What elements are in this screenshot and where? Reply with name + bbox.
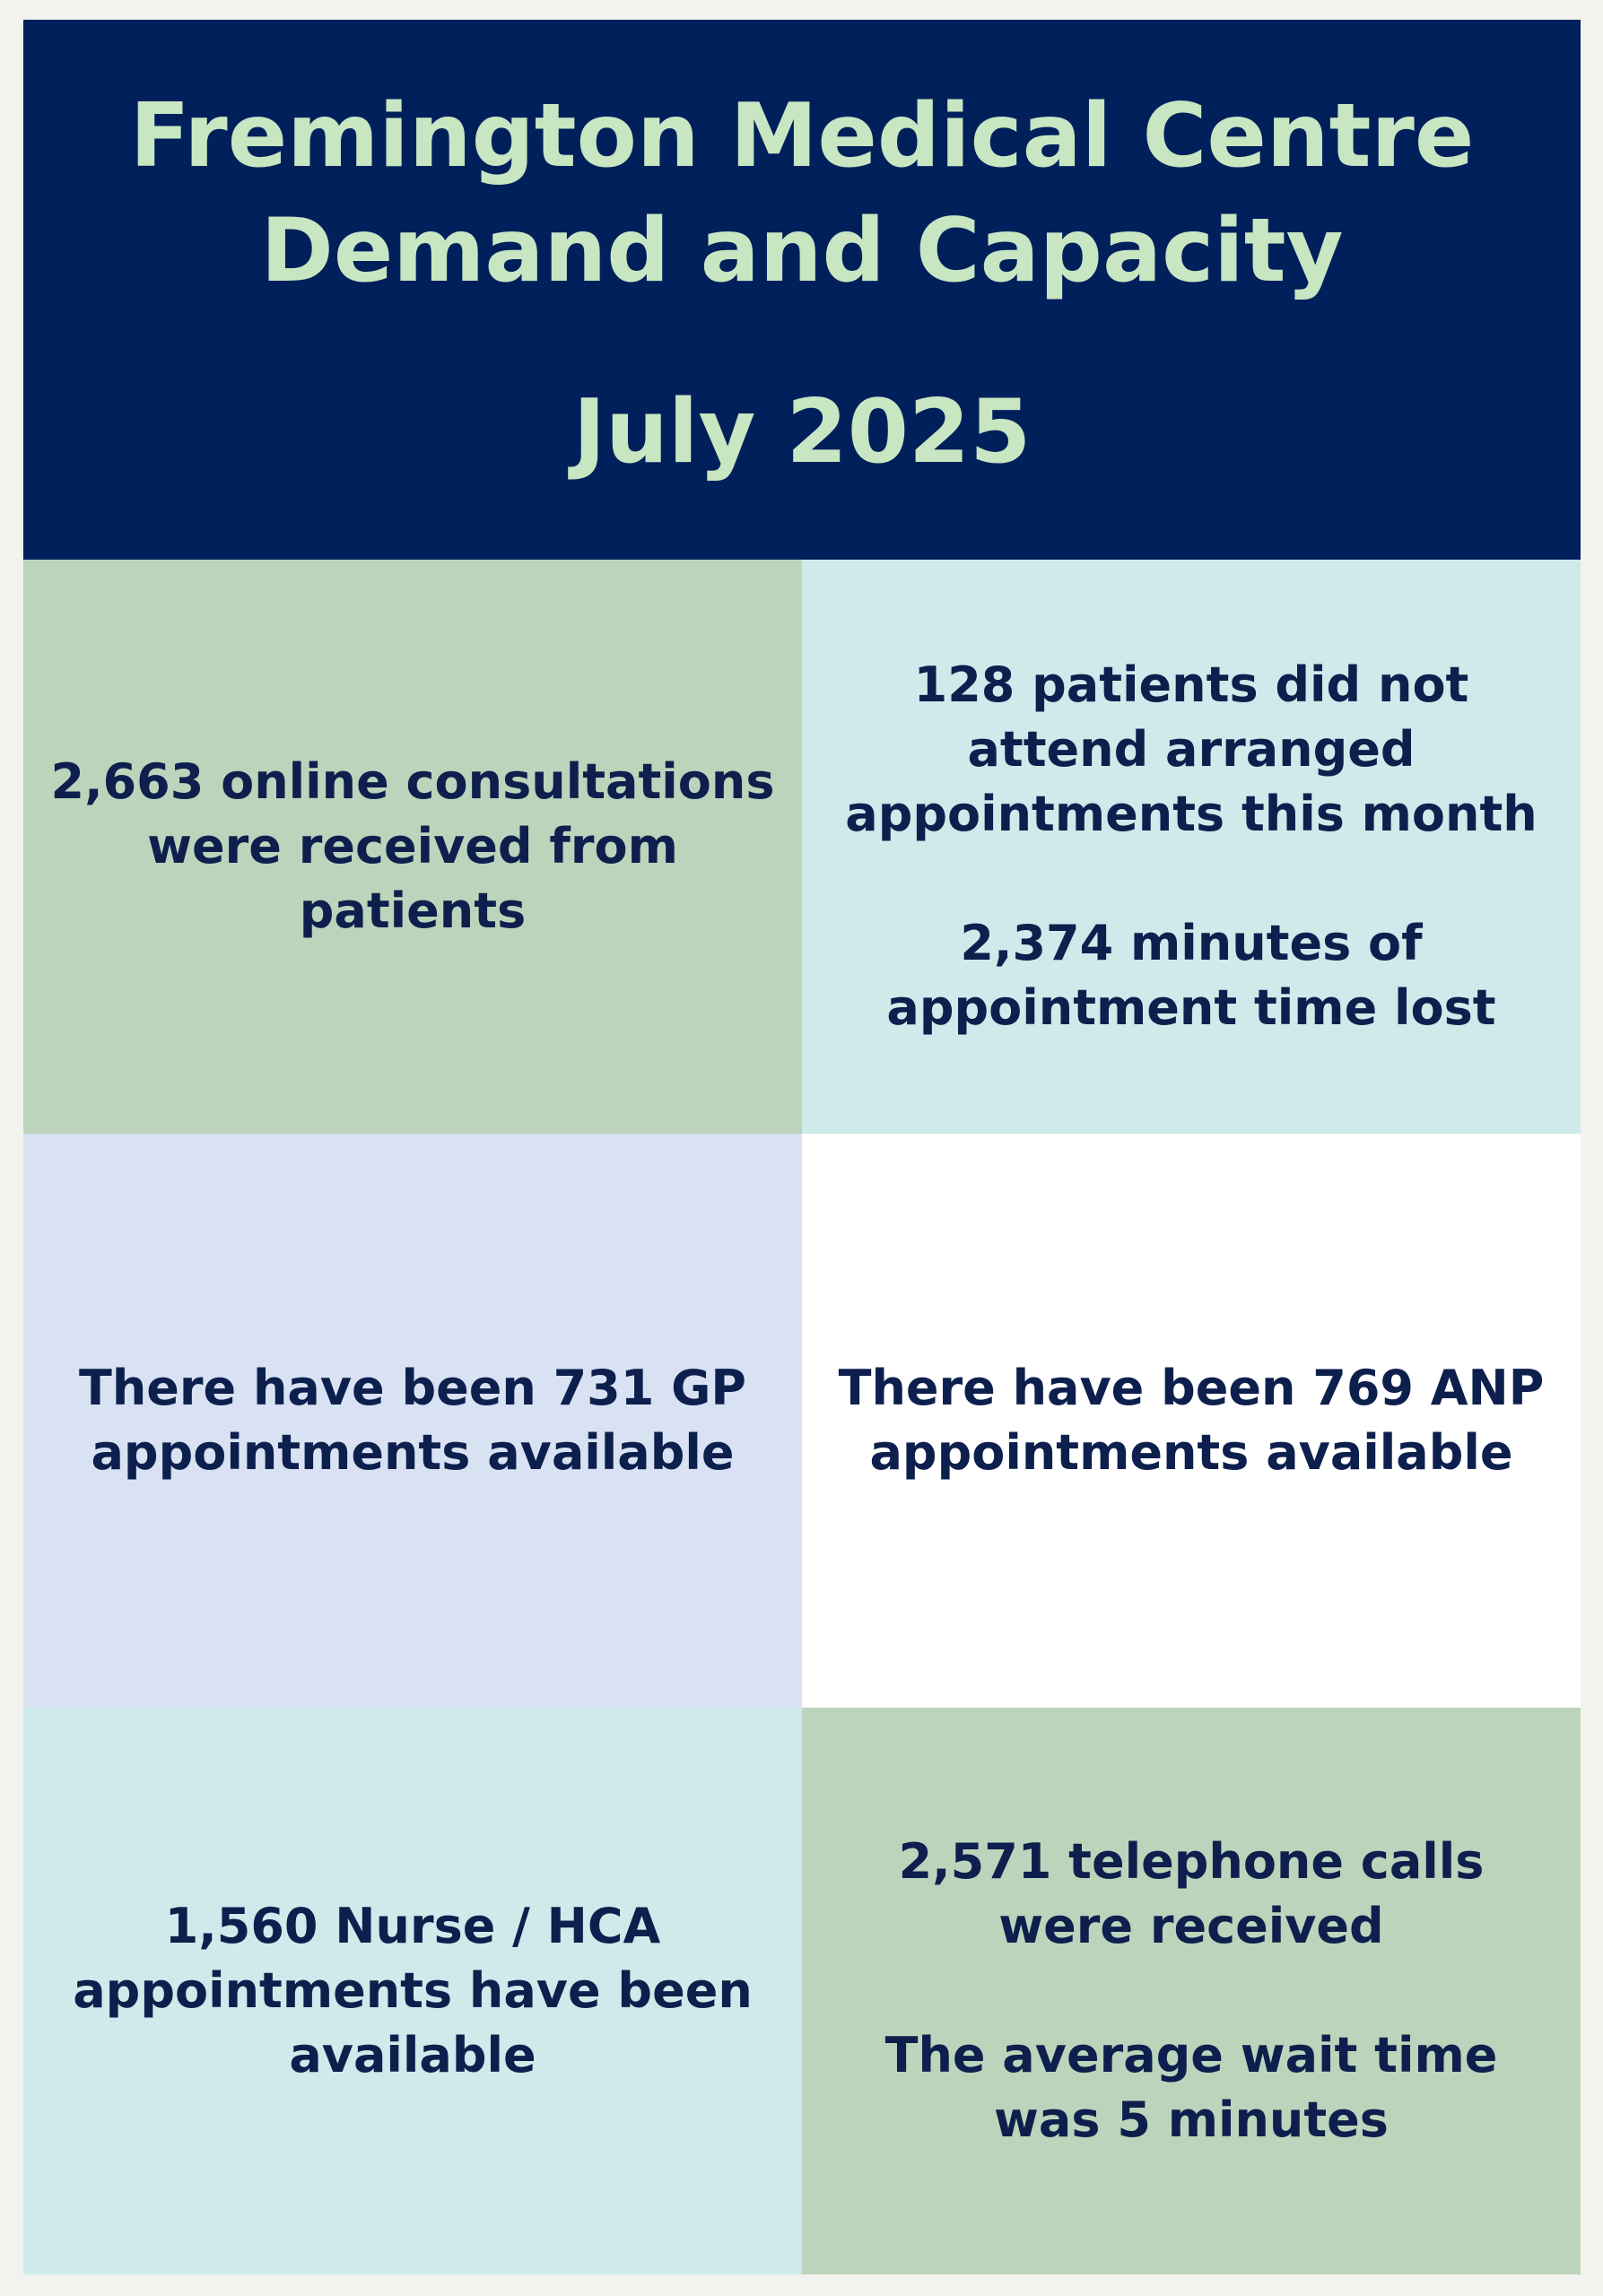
tile-telephone-calls: [802, 1708, 1581, 2274]
dna-patients-text: 128 patients did not attend arranged appointments this month: [845, 657, 1538, 842]
poster: [23, 20, 1581, 2274]
dna-minutes-lost-text: 2,374 minutes of appointment time lost: [886, 915, 1496, 1036]
report-title: Demand and Capacity: [260, 200, 1344, 302]
nurse-hca-appointments-text: 1,560 Nurse / HCA appointments have been available: [73, 1898, 753, 2083]
average-wait-text: The average wait time was 5 minutes: [884, 2027, 1498, 2148]
tile-online-consultations: [23, 560, 802, 1134]
tile-anp-appointments: [802, 1134, 1581, 1708]
header-banner: [23, 20, 1581, 560]
tile-did-not-attend: [802, 560, 1581, 1134]
online-consultations-text: 2,663 online consultations were received from patients: [50, 753, 775, 939]
practice-name: Fremington Medical Centre: [129, 85, 1475, 187]
gp-appointments-text: There have been 731 GP appointments available: [78, 1360, 747, 1481]
tile-nurse-hca-appointments: [23, 1708, 802, 2274]
report-period: July 2025: [572, 381, 1032, 483]
tile-gp-appointments: [23, 1134, 802, 1708]
anp-appointments-text: There have been 769 ANP appointments available: [838, 1360, 1545, 1481]
telephone-calls-text: 2,571 telephone calls were received: [898, 1833, 1485, 1954]
